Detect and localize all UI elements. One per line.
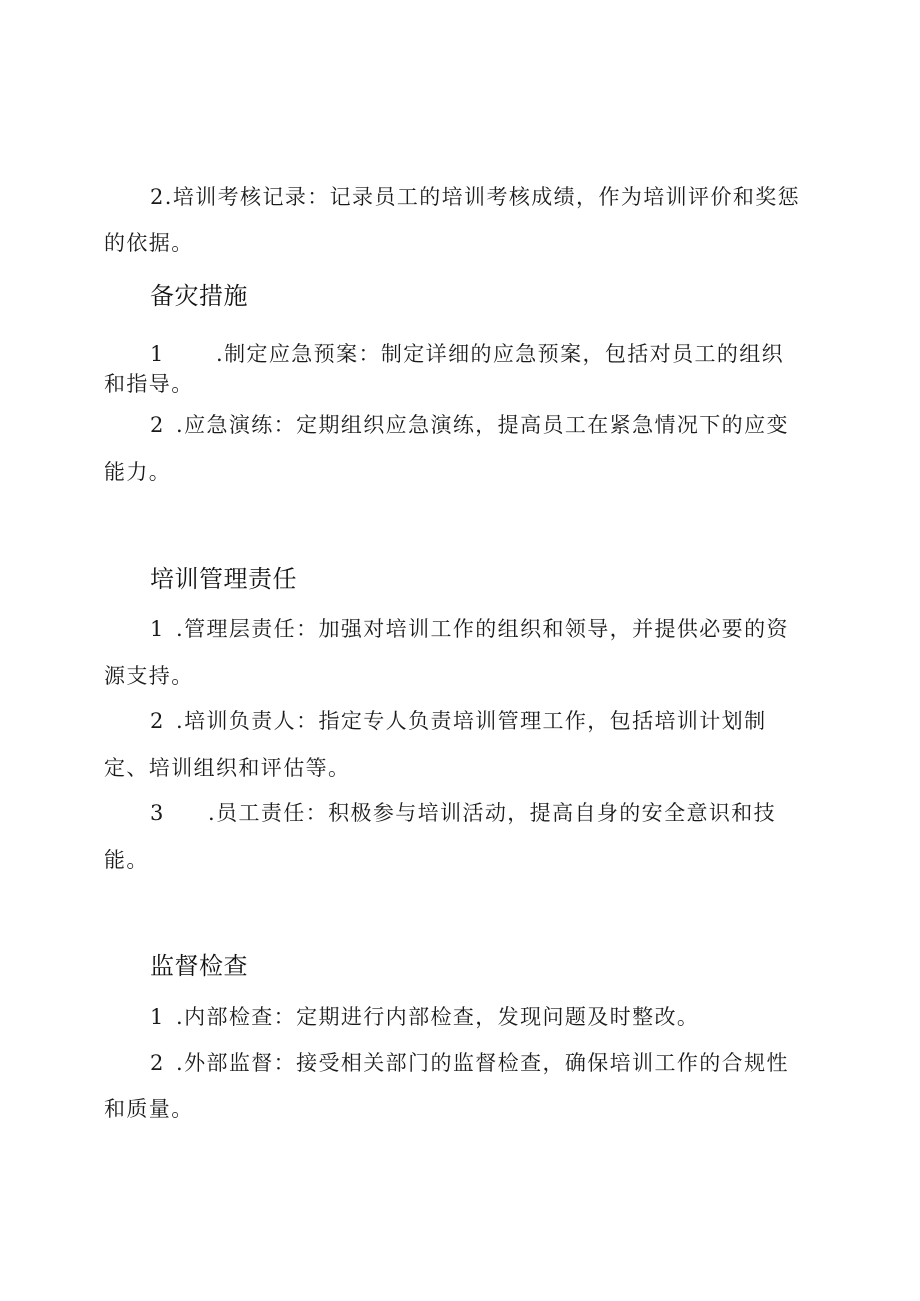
disaster-item-2-line-2: 能力。 <box>104 460 172 484</box>
item-text: .外部监督：接受相关部门的监督检查，确保培训工作的合规性 <box>176 1051 789 1075</box>
top-item-2-line-1 <box>150 183 800 211</box>
management-item-2-line-1 <box>150 707 766 735</box>
item-number: 1 <box>150 342 165 366</box>
supervision-item-1-line-1 <box>150 1003 699 1031</box>
item-text: .培训负责人：指定专人负责培训管理工作，包括培训计划制 <box>176 709 767 733</box>
management-item-3-line-1 <box>150 799 776 827</box>
disaster-item-1-line-1 <box>150 340 784 368</box>
section-heading-supervision: 监督检查 <box>150 952 248 980</box>
item-number: 2 <box>150 413 165 437</box>
item-number: 1 <box>150 617 165 641</box>
top-item-2-line-2: 的依据。 <box>104 231 194 255</box>
disaster-item-2-line-1 <box>150 411 789 439</box>
management-item-3-line-2: 能。 <box>104 848 149 872</box>
section-heading-disaster: 备灾措施 <box>150 282 248 310</box>
disaster-item-1-line-2: 和指导。 <box>104 372 194 396</box>
item-text: .管理层责任：加强对培训工作的组织和领导，并提供必要的资 <box>176 617 789 641</box>
item-text: 培训考核记录：记录员工的培训考核成绩，作为培训评价和奖惩 <box>172 185 801 209</box>
item-text: .制定应急预案：制定详细的应急预案，包括对员工的组织 <box>216 342 785 366</box>
item-number: 2 <box>150 709 165 733</box>
item-number: 1 <box>150 1005 165 1029</box>
item-text: .员工责任：积极参与培训活动，提高自身的安全意识和技 <box>208 801 777 825</box>
item-number: 2. <box>150 185 173 209</box>
management-item-1-line-1 <box>150 615 789 643</box>
management-item-2-line-2: 定、培训组织和评估等。 <box>104 756 351 780</box>
item-number: 3 <box>150 801 165 825</box>
management-item-1-line-2: 源支持。 <box>104 664 194 688</box>
item-text: .应急演练：定期组织应急演练，提高员工在紧急情况下的应变 <box>176 413 789 437</box>
item-number: 2 <box>150 1051 165 1075</box>
supervision-item-2-line-2: 和质量。 <box>104 1097 194 1121</box>
section-heading-management: 培训管理责任 <box>150 565 297 593</box>
item-text: .内部检查：定期进行内部检查，发现问题及时整改。 <box>176 1005 700 1029</box>
supervision-item-2-line-1 <box>150 1049 789 1077</box>
